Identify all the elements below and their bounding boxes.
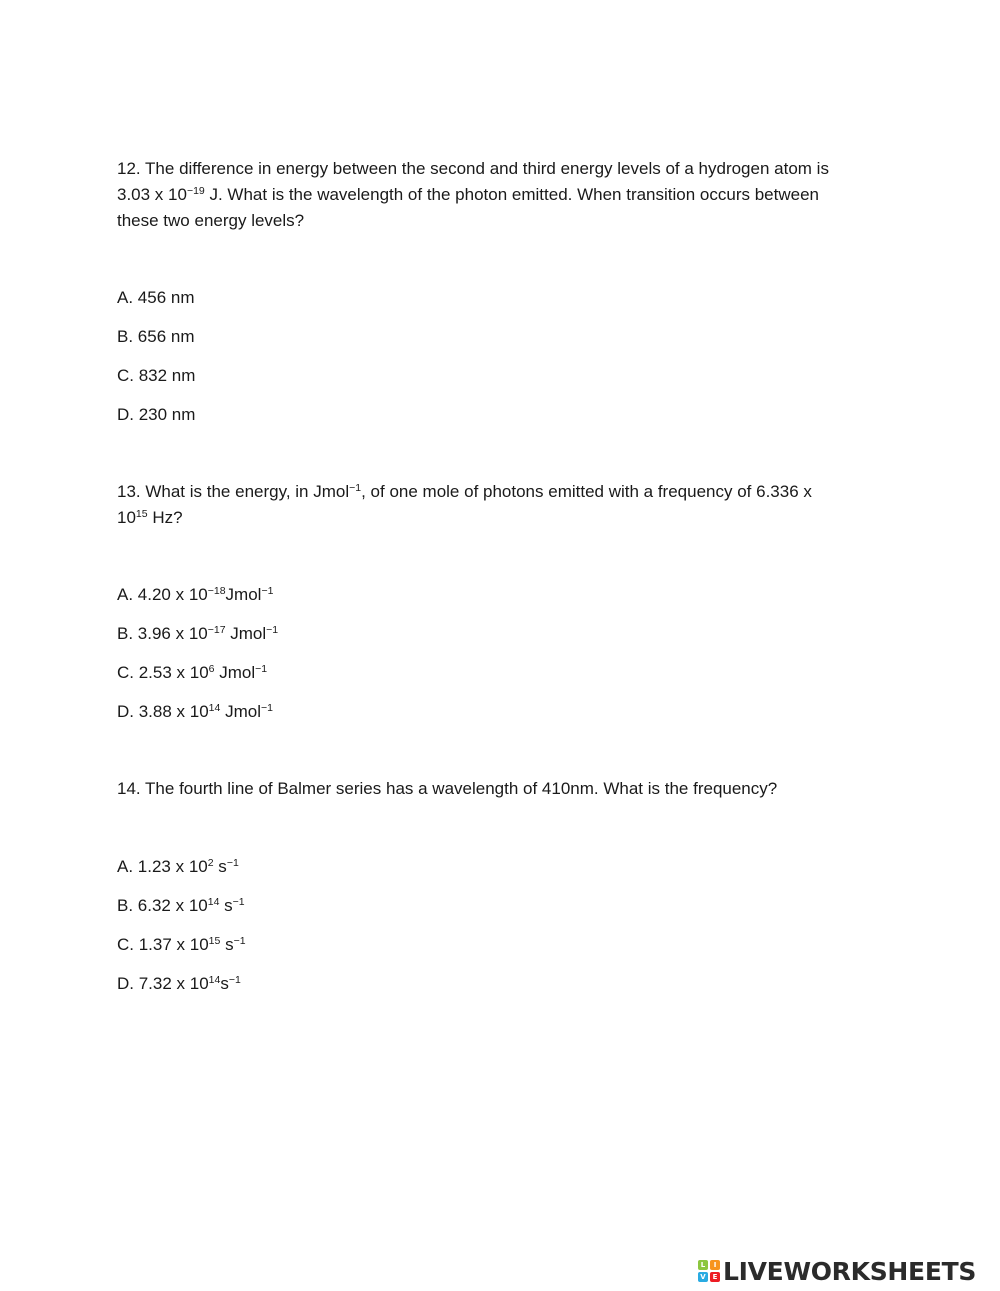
logo-squares-icon: [698, 1260, 720, 1282]
option-exponent: −18: [207, 585, 226, 598]
option-unit: Jmol: [225, 585, 262, 604]
q13-option-d[interactable]: [117, 699, 273, 725]
option-label: C. 832 nm: [117, 366, 196, 385]
liveworksheets-logo: [698, 1256, 976, 1286]
option-unit-exponent: −1: [226, 857, 239, 870]
q13-option-b[interactable]: [117, 621, 278, 647]
question-13-line-1: [117, 479, 812, 505]
question-13-line-2: [117, 505, 183, 531]
q12-option-a[interactable]: [117, 285, 195, 311]
q12-value: 3.03 x 10: [117, 185, 187, 204]
question-12-line-2: [117, 182, 819, 208]
q14-option-d[interactable]: [117, 971, 241, 997]
option-value: C. 2.53 x 10: [117, 663, 209, 682]
question-12-line-1: [117, 156, 829, 182]
q13-text: 13. What is the energy, in Jmol: [117, 482, 350, 501]
option-unit-exponent: −1: [233, 935, 246, 948]
option-exponent: 14: [208, 974, 221, 987]
logo-square-v: V: [698, 1272, 708, 1282]
option-exponent: −17: [207, 624, 226, 637]
option-value: B. 6.32 x 10: [117, 896, 208, 915]
option-unit: Jmol: [220, 702, 261, 721]
logo-square-i: I: [710, 1260, 720, 1270]
q14-option-a[interactable]: [117, 854, 239, 880]
option-unit-exponent: −1: [255, 663, 268, 676]
option-unit: Jmol: [214, 663, 256, 682]
option-value: D. 3.88 x 10: [117, 702, 209, 721]
logo-square-l: L: [698, 1260, 708, 1270]
option-label: A. 456 nm: [117, 288, 195, 307]
option-unit: s: [213, 857, 227, 876]
q12-option-d[interactable]: [117, 402, 195, 428]
q14-text: 14. The fourth line of Balmer series has a wavelength of 410nm. What is the frequency?: [117, 779, 778, 798]
q13-option-a[interactable]: [117, 582, 273, 608]
q14-option-b[interactable]: [117, 893, 245, 919]
option-value: B. 3.96 x 10: [117, 624, 208, 643]
q13-base: 10: [117, 508, 136, 527]
option-unit: Jmol: [225, 624, 267, 643]
q14-option-c[interactable]: [117, 932, 246, 958]
option-unit-exponent: −1: [261, 585, 274, 598]
option-label: B. 656 nm: [117, 327, 195, 346]
option-unit-exponent: −1: [260, 702, 273, 715]
option-unit-exponent: −1: [228, 974, 241, 987]
option-exponent: 15: [208, 935, 221, 948]
option-label: D. 230 nm: [117, 405, 196, 424]
question-14-line-1: [117, 776, 777, 802]
option-value: A. 4.20 x 10: [117, 585, 208, 604]
q13-text-end: Hz?: [147, 508, 183, 527]
option-unit-exponent: −1: [232, 896, 245, 909]
q13-text-cont: , of one mole of photons emitted with a frequency of 6.336 x: [361, 482, 812, 501]
q12-option-b[interactable]: [117, 324, 195, 350]
logo-text: LIVEWORKSHEETS: [723, 1256, 977, 1286]
logo-square-e: E: [710, 1272, 720, 1282]
q13-option-c[interactable]: [117, 660, 267, 686]
option-unit: s: [220, 935, 234, 954]
q12-text-cont: J. What is the wavelength of the photon emitted. When transition occurs between: [204, 185, 819, 204]
option-unit: s: [220, 974, 229, 993]
option-exponent: 2: [207, 857, 214, 870]
option-unit-exponent: −1: [266, 624, 279, 637]
q12-exponent: −19: [186, 185, 205, 198]
q13-exponent: 15: [135, 508, 148, 521]
q13-unit-exponent: −1: [349, 482, 362, 495]
option-exponent: 14: [207, 896, 220, 909]
question-12-line-3: [117, 208, 304, 234]
option-unit: s: [219, 896, 233, 915]
q12-option-c[interactable]: [117, 363, 195, 389]
option-exponent: 6: [208, 663, 215, 676]
option-value: A. 1.23 x 10: [117, 857, 208, 876]
option-value: C. 1.37 x 10: [117, 935, 209, 954]
option-value: D. 7.32 x 10: [117, 974, 209, 993]
question-12-text: 12. The difference in energy between the second and third energy levels of a hydrogen atom is: [117, 159, 829, 178]
option-exponent: 14: [208, 702, 221, 715]
q12-text-end: these two energy levels?: [117, 211, 305, 230]
